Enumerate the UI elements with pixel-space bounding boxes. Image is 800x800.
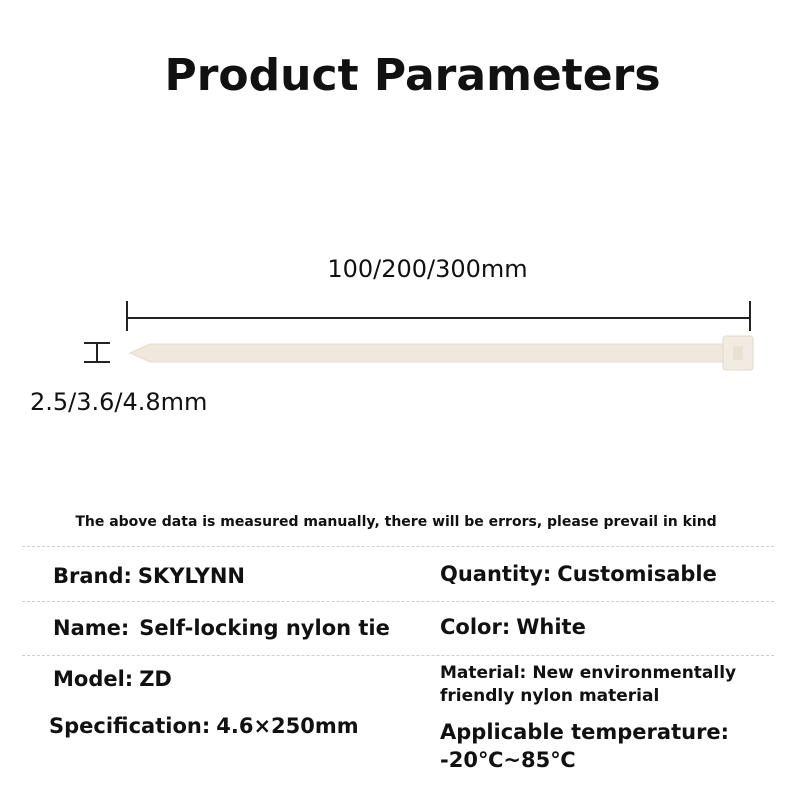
temperature-value: -20℃~85℃ [440, 748, 576, 772]
measurement-note: The above data is measured manually, there will be errors, please prevail in kind [75, 514, 717, 530]
material-value-line2: friendly nylon material [440, 686, 660, 706]
row-divider [22, 601, 774, 602]
model-row [53, 667, 172, 691]
color-value: White [516, 615, 586, 639]
model-label: Model: [53, 667, 134, 691]
specification-value: 4.6×250mm [216, 714, 359, 738]
name-value: Self-locking nylon tie [139, 616, 390, 640]
color-row [440, 615, 586, 639]
row-divider [22, 546, 774, 547]
name-label: Name: [53, 616, 130, 640]
quantity-label: Quantity: [440, 562, 552, 586]
cable-tie-image [130, 336, 753, 370]
width-dimension-label: 2.5/3.6/4.8mm [30, 388, 208, 416]
quantity-row [440, 562, 717, 586]
brand-label: Brand: [53, 564, 132, 588]
material-label: Material: [440, 663, 527, 683]
name-row [53, 616, 390, 640]
brand-row [53, 564, 245, 588]
model-value: ZD [139, 667, 172, 691]
specification-label: Specification: [49, 714, 211, 738]
width-dimension-marker [84, 343, 110, 362]
row-divider [22, 655, 774, 656]
length-dimension-label: 100/200/300mm [327, 255, 528, 283]
material-row [440, 662, 736, 708]
cable-tie-diagram [0, 290, 800, 380]
color-label: Color: [440, 615, 511, 639]
length-dimension-line [127, 301, 750, 331]
temperature-label: Applicable temperature: [440, 720, 730, 744]
quantity-value: Customisable [557, 562, 717, 586]
brand-value: SKYLYNN [137, 564, 245, 588]
page-title: Product Parameters [164, 50, 661, 101]
specification-row [49, 714, 359, 738]
material-value-line1: New environmentally [532, 663, 737, 683]
temperature-row [440, 718, 729, 774]
